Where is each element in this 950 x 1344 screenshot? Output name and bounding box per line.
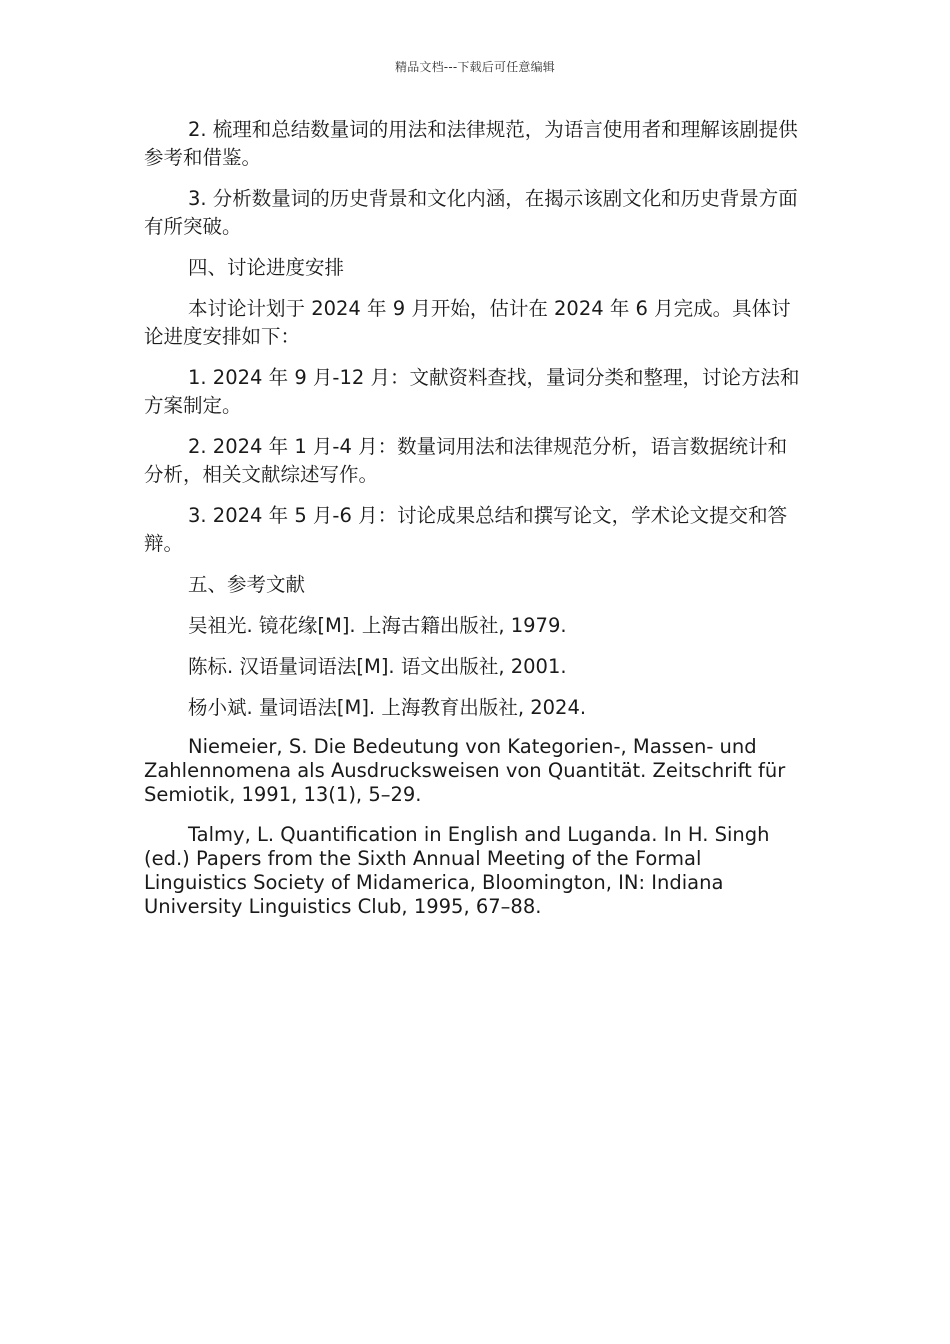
section-heading-schedule: 四、讨论进度安排 (188, 256, 345, 279)
schedule-intro: 本讨论计划于 2024 年 9 月开始，估计在 2024 年 6 月完成。具体讨论进度安排如下： (144, 297, 791, 348)
objective-item-2: 2. 梳理和总结数量词的用法和法律规范，为语言使用者和理解该剧提供参考和借鉴。 (144, 118, 798, 169)
objective-item-3: 3. 分析数量词的历史背景和文化内涵，在揭示该剧文化和历史背景方面有所突破。 (144, 187, 798, 238)
reference-item: 陈标. 汉语量词语法[M]. 语文出版社, 2001. (188, 655, 567, 678)
reference-item: Niemeier, S. Die Bedeutung von Kategorien-, Massen- und Zahlennomena als Ausdrucksweisen von Quantität. Zeitschrift für Semiotik, 1991, 13(1), 5–29. (144, 735, 786, 806)
section-heading-references: 五、参考文献 (188, 573, 306, 596)
document-body (144, 116, 806, 935)
reference-item: 杨小斌. 量词语法[M]. 上海教育出版社, 2024. (188, 696, 587, 719)
schedule-item-1: 1. 2024 年 9 月-12 月：文献资料查找，量词分类和整理，讨论方法和方案制定。 (144, 366, 800, 417)
schedule-item-2: 2. 2024 年 1 月-4 月：数量词用法和法律规范分析，语言数据统计和分析，相关文献综述写作。 (144, 435, 788, 486)
page-header: 精品文档---下载后可任意编辑 (395, 60, 555, 74)
reference-item: Talmy, L. Quantification in English and Luganda. In H. Singh (ed.) Papers from the Sixth Annual Meeting of the Formal Linguistics Society of Midamerica, Bloomington, IN: Indiana University Linguistics Club, 1995, 67–88. (144, 823, 770, 918)
reference-item: 吴祖光. 镜花缘[M]. 上海古籍出版社, 1979. (188, 614, 567, 637)
schedule-item-3: 3. 2024 年 5 月-6 月：讨论成果总结和撰写论文，学术论文提交和答辩。 (144, 504, 788, 555)
